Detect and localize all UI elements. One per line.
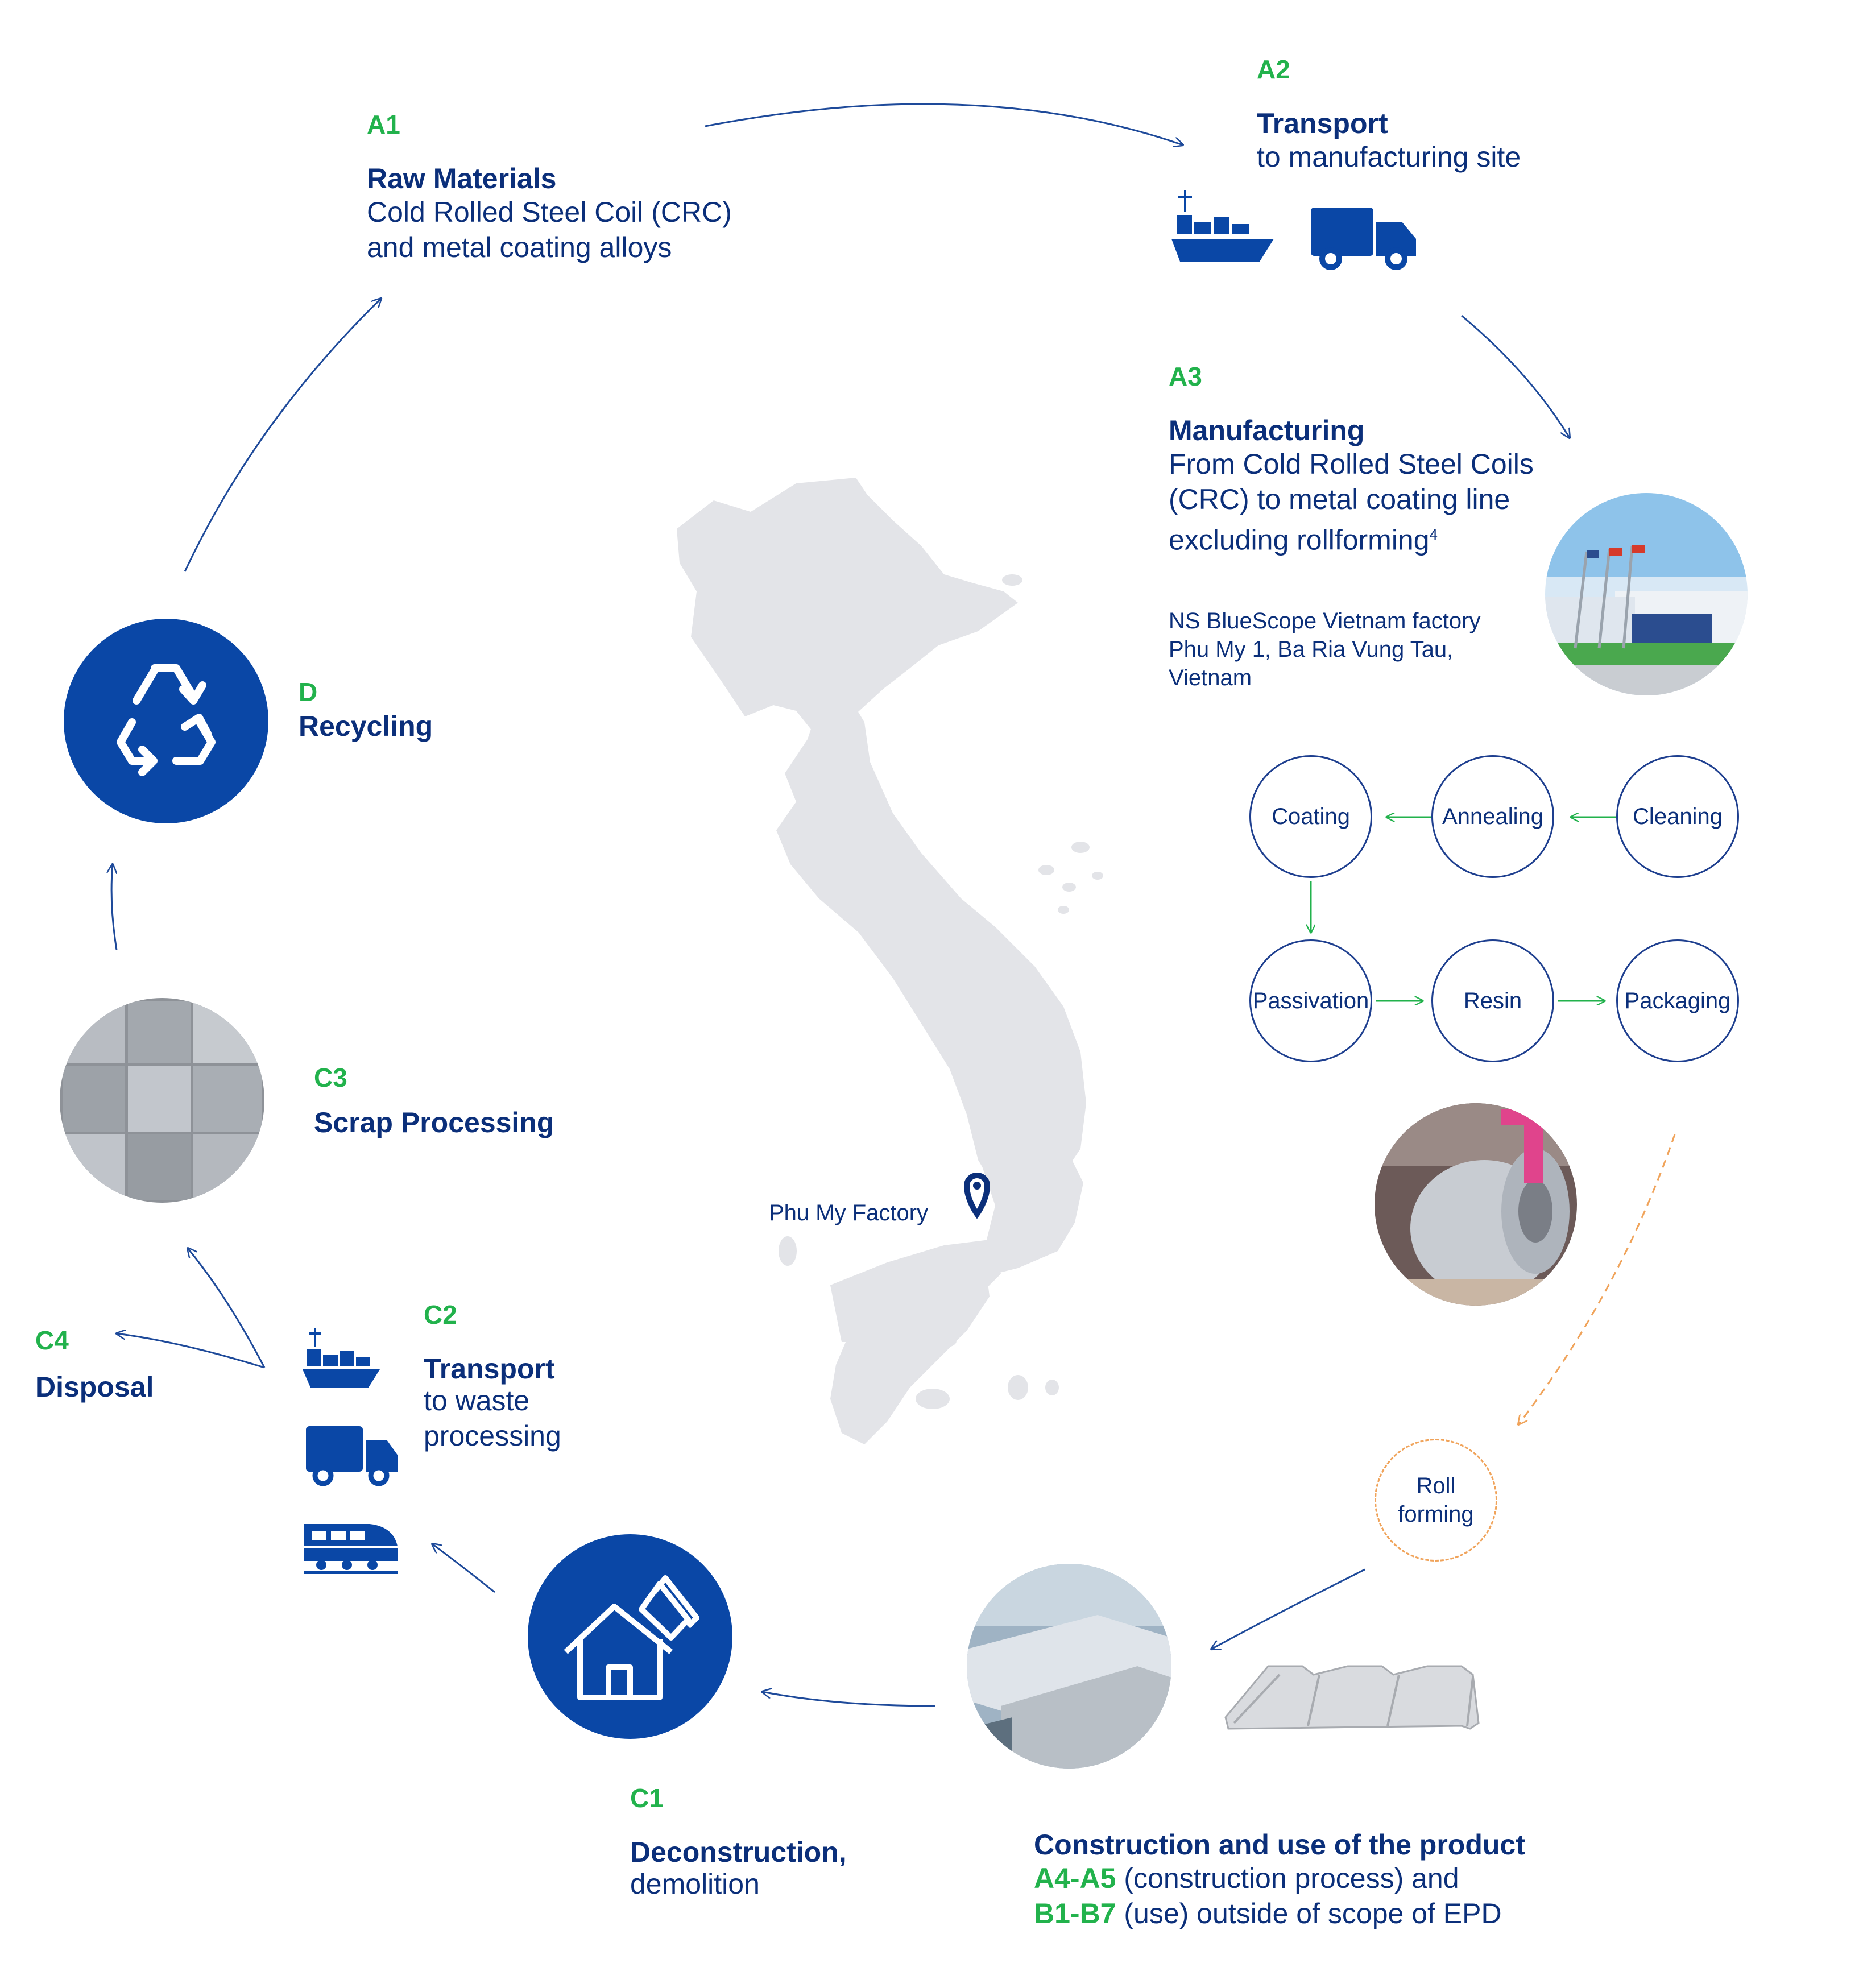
a3-line-text: excluding rollforming bbox=[1169, 524, 1430, 556]
construction-text-a: (construction process) and bbox=[1116, 1862, 1459, 1894]
a1-code: A1 bbox=[367, 110, 400, 139]
a2-code: A2 bbox=[1257, 55, 1290, 84]
factory-line: Phu My 1, Ba Ria Vung Tau, bbox=[1169, 637, 1454, 662]
arrow-c3-to-d bbox=[111, 864, 117, 950]
arrow-a1-to-a2 bbox=[705, 104, 1183, 145]
a1-line: and metal coating alloys bbox=[367, 231, 672, 263]
step-roll-forming bbox=[1375, 1439, 1497, 1562]
c3-title: Scrap Processing bbox=[314, 1107, 554, 1138]
step-passivation: Passivation bbox=[1249, 939, 1372, 1062]
deconstruction-circle bbox=[528, 1534, 732, 1739]
c4-title: Disposal bbox=[35, 1371, 154, 1403]
ship-icon bbox=[1171, 190, 1274, 262]
map-location-label: Phu My Factory bbox=[769, 1200, 929, 1225]
roll-forming-line: forming bbox=[1398, 1502, 1474, 1527]
d-code: D bbox=[299, 677, 318, 707]
roof-sheet-image bbox=[1226, 1666, 1479, 1729]
construction-scope bbox=[1034, 1861, 1502, 1931]
arrow-c2-to-c4 bbox=[117, 1333, 264, 1368]
vietnam-map bbox=[677, 478, 1103, 1444]
roll-forming-line: Roll bbox=[1416, 1473, 1456, 1498]
a3-line bbox=[1169, 517, 1534, 558]
construction-code-b: B1-B7 bbox=[1034, 1898, 1116, 1929]
construction-line-a bbox=[1034, 1861, 1502, 1896]
construction-title: Construction and use of the product bbox=[1034, 1829, 1525, 1861]
step-coating: Coating bbox=[1249, 755, 1372, 878]
factory-photo bbox=[1544, 492, 1749, 699]
a3-description bbox=[1169, 446, 1534, 558]
recycling-circle bbox=[64, 619, 268, 823]
truck-icon bbox=[306, 1426, 398, 1484]
a3-title: Manufacturing bbox=[1169, 415, 1365, 446]
factory-line: Vietnam bbox=[1169, 665, 1252, 690]
location-pin-icon bbox=[967, 1175, 987, 1214]
c1-code: C1 bbox=[630, 1783, 664, 1813]
scrap-photo bbox=[60, 998, 264, 1203]
warehouse-photo bbox=[967, 1564, 1171, 1769]
step-resin: Resin bbox=[1431, 939, 1554, 1062]
arrow-c1-to-c2 bbox=[432, 1544, 495, 1592]
arrow-d-to-a1 bbox=[185, 299, 381, 571]
a3-line: From Cold Rolled Steel Coils bbox=[1169, 448, 1534, 480]
construction-code-a: A4-A5 bbox=[1034, 1862, 1116, 1894]
step-annealing: Annealing bbox=[1431, 755, 1554, 878]
factory-address bbox=[1169, 607, 1480, 692]
a1-title: Raw Materials bbox=[367, 163, 557, 194]
step-cleaning: Cleaning bbox=[1616, 755, 1739, 878]
c2-title: Transport bbox=[424, 1353, 555, 1385]
truck-icon bbox=[1311, 208, 1416, 267]
c1-title: Deconstruction, bbox=[630, 1836, 847, 1868]
a2-title: Transport bbox=[1257, 107, 1388, 139]
c2-line: to waste bbox=[424, 1385, 530, 1417]
construction-line-b bbox=[1034, 1896, 1502, 1931]
footnote-marker: 4 bbox=[1429, 526, 1438, 543]
c2-code: C2 bbox=[424, 1300, 457, 1330]
arrow-roll-to-construction bbox=[1211, 1569, 1365, 1649]
a1-description bbox=[367, 194, 732, 265]
train-icon bbox=[304, 1524, 398, 1574]
c4-code: C4 bbox=[35, 1326, 69, 1355]
arrow-a2-to-a3 bbox=[1462, 316, 1570, 438]
factory-line: NS BlueScope Vietnam factory bbox=[1169, 608, 1481, 633]
steel-coil-photo bbox=[1373, 1103, 1578, 1314]
arrow-construction-to-c1 bbox=[762, 1692, 935, 1706]
d-title: Recycling bbox=[299, 710, 433, 742]
construction-text-b: (use) outside of scope of EPD bbox=[1116, 1898, 1502, 1929]
step-packaging: Packaging bbox=[1616, 939, 1739, 1062]
a3-line: (CRC) to metal coating line bbox=[1169, 483, 1510, 515]
ship-icon bbox=[303, 1328, 380, 1388]
a3-code: A3 bbox=[1169, 362, 1202, 391]
c3-code: C3 bbox=[314, 1063, 347, 1092]
a1-line: Cold Rolled Steel Coil (CRC) bbox=[367, 196, 732, 228]
c2-line: processing bbox=[424, 1420, 561, 1452]
c2-description bbox=[424, 1383, 561, 1453]
a2-subtitle: to manufacturing site bbox=[1257, 141, 1521, 173]
c1-subtitle: demolition bbox=[630, 1868, 760, 1900]
